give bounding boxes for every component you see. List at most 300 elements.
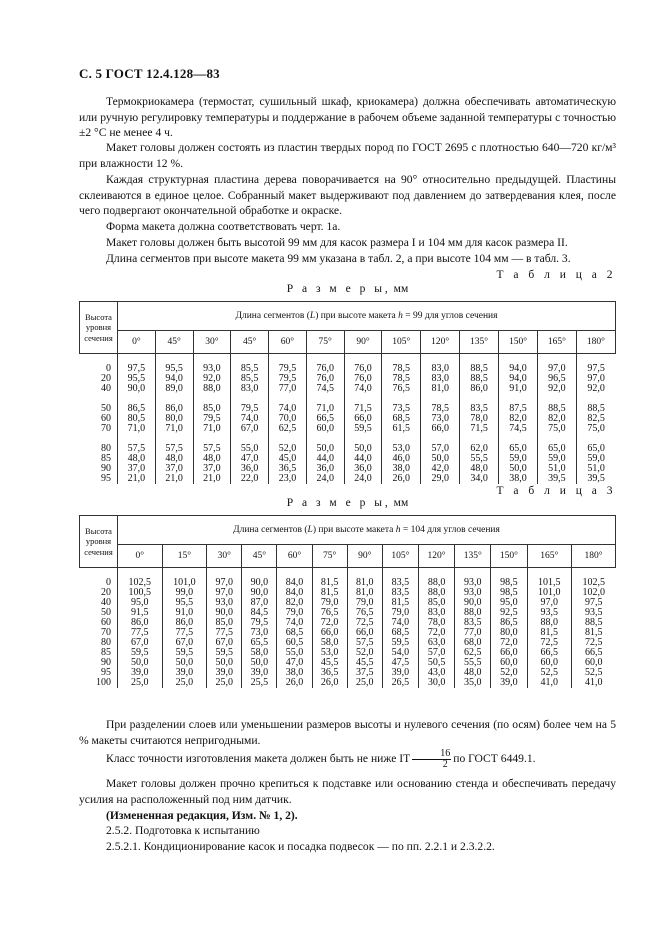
segment-length-cell: 26,0	[277, 678, 312, 688]
angle-header: 105°	[382, 545, 418, 568]
segment-length-cell: 74,0	[269, 404, 307, 414]
segment-length-cell: 88,5	[537, 404, 576, 414]
segment-length-cell: 39,0	[118, 668, 163, 678]
segment-length-cell: 21,0	[193, 474, 231, 484]
segment-length-cell: 80,0	[155, 414, 193, 424]
angle-header: 180°	[572, 545, 616, 568]
segment-length-cell: 57,5	[347, 638, 382, 648]
segment-length-cell: 39,5	[537, 474, 576, 484]
segment-length-cell: 36,0	[306, 464, 344, 474]
paragraph: Длина сегментов при высоте макета 99 мм указана в табл. 2, а при высоте 104 мм — в табл. 3.	[106, 252, 571, 265]
height-cell: 100	[96, 677, 111, 688]
height-cell: 90	[101, 463, 111, 474]
segment-length-cell: 68,5	[277, 628, 312, 638]
segment-length-cell: 36,5	[269, 464, 307, 474]
segment-length-cell: 88,5	[460, 374, 499, 384]
segment-length-cell: 59,0	[576, 454, 615, 464]
segment-length-cell: 97,0	[207, 588, 242, 598]
segment-length-cell: 81,5	[312, 578, 347, 588]
height-cell: 20	[101, 373, 111, 384]
angle-header: 165°	[527, 545, 572, 568]
table-row	[80, 424, 616, 434]
segment-length-cell: 79,5	[269, 364, 307, 374]
angle-header: 105°	[382, 331, 421, 354]
table-row	[80, 598, 616, 608]
segment-length-cell: 66,5	[572, 648, 616, 658]
segment-length-cell: 60,0	[491, 658, 527, 668]
segment-length-cell: 62,5	[455, 648, 491, 658]
segment-length-cell: 60,0	[527, 658, 572, 668]
segment-length-cell: 51,0	[576, 464, 615, 474]
table-row	[80, 414, 616, 424]
row-spacer	[80, 354, 616, 365]
angle-header: 60°	[269, 331, 307, 354]
segment-length-cell: 67,0	[231, 424, 269, 434]
segment-length-cell: 24,0	[344, 474, 382, 484]
angle-header: 45°	[242, 545, 277, 568]
angle-header: 75°	[312, 545, 347, 568]
segment-length-cell: 30,0	[418, 678, 454, 688]
segment-length-cell: 66,0	[312, 628, 347, 638]
segment-length-cell: 67,0	[162, 638, 207, 648]
segment-length-cell: 65,5	[242, 638, 277, 648]
segment-length-cell: 79,5	[269, 374, 307, 384]
table-row	[80, 464, 616, 474]
segment-length-cell: 60,0	[306, 424, 344, 434]
paragraph: Форма макета должна соответствовать черт. 1а.	[106, 220, 341, 233]
segment-length-cell: 59,5	[344, 424, 382, 434]
height-cell: 20	[101, 587, 111, 598]
height-column-header: Высота уровня сечения	[80, 516, 118, 568]
segment-length-cell: 90,0	[118, 384, 156, 394]
table-row	[80, 384, 616, 394]
height-cell: 0	[106, 577, 111, 588]
segment-length-cell: 38,0	[499, 474, 538, 484]
segment-length-cell: 72,5	[347, 618, 382, 628]
segment-length-cell: 85,5	[231, 364, 269, 374]
segment-length-cell: 39,0	[382, 668, 418, 678]
angle-header: 30°	[193, 331, 231, 354]
amendment-note: (Измененная редакция, Изм. № 1, 2).	[106, 809, 298, 822]
height-cell: 80	[101, 443, 111, 454]
segment-length-cell: 50,0	[499, 464, 538, 474]
segment-length-cell: 97,5	[576, 364, 615, 374]
segment-length-cell: 48,0	[118, 454, 156, 464]
segment-length-cell: 36,5	[312, 668, 347, 678]
segment-length-cell: 84,0	[277, 578, 312, 588]
segment-length-cell: 57,5	[118, 444, 156, 454]
paragraph: Макет головы должен быть высотой 99 мм для касок размера I и 104 мм для касок размера II.	[106, 236, 568, 249]
segment-length-cell: 85,0	[207, 618, 242, 628]
spacer-cell	[80, 434, 118, 444]
segment-length-cell: 25,0	[118, 678, 163, 688]
segment-length-cell: 79,5	[193, 414, 231, 424]
segment-length-cell: 39,0	[242, 668, 277, 678]
segment-length-cell: 43,0	[418, 668, 454, 678]
segment-length-cell: 91,5	[118, 608, 163, 618]
segment-length-cell: 71,0	[118, 424, 156, 434]
segment-length-cell: 101,5	[527, 578, 572, 588]
table-row	[80, 608, 616, 618]
segment-length-cell: 37,0	[155, 464, 193, 474]
segment-length-cell: 75,0	[537, 424, 576, 434]
segment-length-cell: 62,5	[269, 424, 307, 434]
segment-length-cell: 90,0	[207, 608, 242, 618]
segment-length-cell: 76,0	[344, 374, 382, 384]
segment-length-cell: 47,0	[231, 454, 269, 464]
segment-length-cell: 92,0	[576, 384, 615, 394]
segment-length-cell: 52,5	[527, 668, 572, 678]
table-row	[80, 648, 616, 658]
segment-length-cell: 78,5	[382, 364, 421, 374]
segment-length-cell: 96,5	[537, 374, 576, 384]
segment-length-cell: 88,5	[460, 364, 499, 374]
segment-length-cell: 58,0	[242, 648, 277, 658]
segment-length-cell: 95,5	[118, 374, 156, 384]
segment-length-cell: 68,5	[382, 628, 418, 638]
segment-length-cell: 50,0	[421, 454, 460, 464]
table-row	[80, 588, 616, 598]
segment-length-cell: 62,0	[460, 444, 499, 454]
segment-length-table-104	[79, 515, 616, 688]
segment-length-cell: 59,5	[118, 648, 163, 658]
angle-header: 30°	[207, 545, 242, 568]
segment-length-cell: 84,5	[242, 608, 277, 618]
segment-length-cell: 74,0	[344, 384, 382, 394]
segment-length-cell: 58,0	[312, 638, 347, 648]
segment-length-cell: 63,0	[418, 638, 454, 648]
segment-length-cell: 44,0	[306, 454, 344, 464]
angle-header: 165°	[537, 331, 576, 354]
segment-length-cell: 97,5	[118, 364, 156, 374]
segment-length-cell: 78,5	[382, 374, 421, 384]
spacer-cell	[80, 354, 118, 365]
paragraph: Термокриокамера (термостат, сушильный шкаф, криокамера) должна обеспечивать автоматическую или ручную регулировку температуры и поддержание в рабочем объеме заданной температуры с точностью ±2 °С не менее 4 ч.	[79, 95, 616, 139]
segment-length-cell: 50,0	[207, 658, 242, 668]
segment-length-cell: 94,0	[499, 374, 538, 384]
table-row	[80, 618, 616, 628]
segment-length-cell: 85,0	[193, 404, 231, 414]
segment-length-cell: 21,0	[155, 474, 193, 484]
segment-length-cell: 42,0	[421, 464, 460, 474]
segment-length-cell: 79,5	[242, 618, 277, 628]
segment-length-cell: 95,0	[118, 598, 163, 608]
segment-length-cell: 72,0	[312, 618, 347, 628]
segment-length-cell: 72,5	[527, 638, 572, 648]
segment-length-cell: 86,0	[162, 618, 207, 628]
table-row	[80, 658, 616, 668]
segment-length-cell: 73,0	[242, 628, 277, 638]
segment-length-cell: 45,0	[269, 454, 307, 464]
segment-span-header: Длина сегментов (L) при высоте макета h = 99 для углов сечения	[118, 302, 616, 331]
segment-length-cell: 50,0	[118, 658, 163, 668]
segment-length-cell: 93,5	[527, 608, 572, 618]
segment-length-cell: 66,5	[527, 648, 572, 658]
height-cell: 90	[101, 657, 111, 668]
angle-header: 120°	[421, 331, 460, 354]
segment-length-cell: 65,0	[576, 444, 615, 454]
segment-length-cell: 26,0	[382, 474, 421, 484]
segment-length-cell: 26,5	[382, 678, 418, 688]
segment-length-cell: 87,5	[499, 404, 538, 414]
segment-length-cell: 41,0	[572, 678, 616, 688]
table-row	[80, 678, 616, 688]
segment-length-cell: 37,0	[193, 464, 231, 474]
angle-header: 90°	[347, 545, 382, 568]
segment-length-cell: 66,0	[421, 424, 460, 434]
angle-header: 180°	[576, 331, 615, 354]
section-heading: 2.5.2. Подготовка к испытанию	[106, 824, 260, 837]
segment-length-cell: 50,0	[242, 658, 277, 668]
height-cell: 50	[101, 403, 111, 414]
spacer-cell	[80, 568, 118, 579]
segment-length-cell: 67,0	[207, 638, 242, 648]
segment-length-cell: 88,0	[527, 618, 572, 628]
segment-length-cell: 25,0	[207, 678, 242, 688]
segment-length-cell: 90,0	[242, 578, 277, 588]
height-cell: 95	[101, 473, 111, 484]
segment-length-cell: 74,0	[382, 618, 418, 628]
segment-length-cell: 76,0	[344, 364, 382, 374]
segment-length-cell: 88,0	[193, 384, 231, 394]
segment-length-cell: 72,0	[418, 628, 454, 638]
angle-header: 45°	[155, 331, 193, 354]
segment-length-cell: 38,0	[277, 668, 312, 678]
segment-length-cell: 67,0	[118, 638, 163, 648]
segment-length-cell: 101,0	[527, 588, 572, 598]
segment-length-cell: 71,5	[460, 424, 499, 434]
segment-length-cell: 97,0	[537, 364, 576, 374]
segment-length-cell: 54,0	[382, 648, 418, 658]
segment-length-cell: 86,0	[118, 618, 163, 628]
segment-length-cell: 39,0	[491, 678, 527, 688]
segment-length-cell: 85,0	[418, 598, 454, 608]
angle-header: 60°	[277, 545, 312, 568]
segment-length-cell: 89,0	[155, 384, 193, 394]
segment-length-cell: 92,0	[537, 384, 576, 394]
segment-length-cell: 55,0	[277, 648, 312, 658]
segment-length-cell: 81,5	[382, 598, 418, 608]
paragraph: Макет головы должен состоять из пластин твердых пород по ГОСТ 2695 с плотностью 640—720 кг/м³ при влажности 12 %.	[79, 141, 616, 170]
segment-length-cell: 82,0	[537, 414, 576, 424]
segment-length-cell: 24,0	[306, 474, 344, 484]
segment-length-cell: 94,0	[155, 374, 193, 384]
segment-length-cell: 83,5	[382, 588, 418, 598]
table-row	[80, 364, 616, 374]
segment-length-cell: 73,0	[421, 414, 460, 424]
segment-length-cell: 99,0	[162, 588, 207, 598]
angle-header: 150°	[491, 545, 527, 568]
segment-length-cell: 102,5	[572, 578, 616, 588]
height-cell: 50	[101, 607, 111, 618]
segment-length-cell: 39,0	[207, 668, 242, 678]
segment-length-cell: 76,0	[306, 364, 344, 374]
table-row	[80, 374, 616, 384]
segment-length-cell: 53,0	[312, 648, 347, 658]
segment-length-cell: 86,5	[491, 618, 527, 628]
segment-length-cell: 81,5	[312, 588, 347, 598]
segment-length-cell: 66,0	[344, 414, 382, 424]
segment-length-cell: 53,0	[382, 444, 421, 454]
segment-length-cell: 47,0	[277, 658, 312, 668]
segment-length-cell: 72,0	[491, 638, 527, 648]
segment-length-cell: 80,5	[118, 414, 156, 424]
segment-length-cell: 55,5	[460, 454, 499, 464]
segment-length-cell: 21,0	[118, 474, 156, 484]
segment-length-cell: 50,0	[306, 444, 344, 454]
segment-length-cell: 47,5	[382, 658, 418, 668]
segment-length-cell: 97,0	[207, 578, 242, 588]
height-cell: 60	[101, 617, 111, 628]
segment-length-cell: 59,5	[207, 648, 242, 658]
segment-length-cell: 76,5	[347, 608, 382, 618]
segment-length-cell: 74,5	[306, 384, 344, 394]
paragraph: Каждая структурная пластина дерева поворачивается на 90° относительно предыдущей. Пластины склеиваются в единое целое. Собранный макет выдерживают под давлением до затвердевания клея, после чего подвергают окончательной обработке и окраске.	[79, 173, 616, 217]
segment-length-cell: 57,0	[418, 648, 454, 658]
segment-length-cell: 76,0	[306, 374, 344, 384]
segment-length-cell: 66,0	[347, 628, 382, 638]
angle-header: 90°	[344, 331, 382, 354]
height-cell: 95	[101, 667, 111, 678]
table-row	[80, 474, 616, 484]
height-cell: 40	[101, 383, 111, 394]
table-row	[80, 668, 616, 678]
segment-length-cell: 83,5	[455, 618, 491, 628]
segment-length-cell: 102,5	[118, 578, 163, 588]
segment-length-cell: 79,0	[312, 598, 347, 608]
page-header: С. 5 ГОСТ 12.4.128—83	[79, 66, 220, 81]
segment-length-cell: 26,0	[312, 678, 347, 688]
segment-length-cell: 83,0	[418, 608, 454, 618]
segment-length-cell: 50,0	[344, 444, 382, 454]
segment-length-cell: 74,0	[277, 618, 312, 628]
segment-length-cell: 82,0	[277, 598, 312, 608]
segment-length-cell: 88,0	[418, 578, 454, 588]
segment-length-cell: 83,0	[421, 374, 460, 384]
segment-length-cell: 50,5	[418, 658, 454, 668]
segment-length-cell: 81,0	[347, 588, 382, 598]
segment-length-cell: 90,0	[455, 598, 491, 608]
segment-length-cell: 55,0	[231, 444, 269, 454]
segment-length-cell: 95,5	[155, 364, 193, 374]
segment-length-cell: 59,5	[162, 648, 207, 658]
angle-header: 120°	[418, 545, 454, 568]
height-cell: 40	[101, 597, 111, 608]
table-row	[80, 404, 616, 414]
row-spacer	[80, 434, 616, 444]
segment-length-cell: 57,5	[155, 444, 193, 454]
segment-length-cell: 51,0	[537, 464, 576, 474]
segment-length-cell: 88,5	[576, 404, 615, 414]
segment-length-cell: 93,0	[207, 598, 242, 608]
paragraph: При разделении слоев или уменьшении размеров высоты и нулевого сечения (по осям) более чем на 5 % макеты считаются непригодными.	[79, 718, 616, 747]
height-cell: 70	[101, 627, 111, 638]
segment-length-cell: 35,0	[455, 678, 491, 688]
height-cell: 85	[101, 453, 111, 464]
paragraph: Макет головы должен прочно крепиться к подставке или основанию стенда и обеспечивать передачу усилия на расположенный под ним датчик.	[79, 777, 616, 806]
segment-length-cell: 34,0	[460, 474, 499, 484]
table-row	[80, 444, 616, 454]
segment-length-cell: 44,0	[344, 454, 382, 464]
segment-length-cell: 79,5	[231, 404, 269, 414]
segment-length-cell: 38,0	[382, 464, 421, 474]
segment-length-cell: 25,5	[242, 678, 277, 688]
angle-header: 135°	[455, 545, 491, 568]
segment-length-cell: 72,5	[572, 638, 616, 648]
segment-length-cell: 71,0	[155, 424, 193, 434]
segment-length-cell: 36,0	[344, 464, 382, 474]
height-cell: 70	[101, 423, 111, 434]
segment-length-cell: 80,0	[491, 628, 527, 638]
segment-length-table-99	[79, 301, 616, 484]
segment-length-cell: 75,0	[576, 424, 615, 434]
segment-length-cell: 93,0	[193, 364, 231, 374]
segment-length-cell: 25,0	[347, 678, 382, 688]
segment-length-cell: 97,0	[576, 374, 615, 384]
table-row	[80, 454, 616, 464]
segment-length-cell: 88,0	[455, 608, 491, 618]
segment-length-cell: 82,5	[576, 414, 615, 424]
segment-length-cell: 39,0	[162, 668, 207, 678]
segment-length-cell: 91,0	[499, 384, 538, 394]
segment-length-cell: 60,5	[277, 638, 312, 648]
segment-length-cell: 98,5	[491, 588, 527, 598]
segment-length-cell: 52,5	[572, 668, 616, 678]
segment-length-cell: 66,0	[491, 648, 527, 658]
segment-length-cell: 86,0	[155, 404, 193, 414]
angle-header: 150°	[499, 331, 538, 354]
segment-length-cell: 94,0	[499, 364, 538, 374]
segment-length-cell: 48,0	[460, 464, 499, 474]
height-cell: 85	[101, 647, 111, 658]
segment-length-cell: 59,5	[382, 638, 418, 648]
segment-length-cell: 76,5	[382, 384, 421, 394]
segment-length-cell: 97,5	[572, 598, 616, 608]
segment-length-cell: 78,5	[421, 404, 460, 414]
table-caption: Т а б л и ц а 2	[496, 269, 616, 281]
segment-length-cell: 93,0	[455, 588, 491, 598]
segment-length-cell: 48,0	[155, 454, 193, 464]
segment-length-cell: 81,5	[572, 628, 616, 638]
row-spacer	[80, 568, 616, 579]
table-subtitle: Р а з м е р ы, мм	[286, 497, 409, 509]
segment-length-cell: 81,5	[527, 628, 572, 638]
paragraph: Класс точности изготовления макета должен быть не ниже IT $\frac{16}{2}$ по ГОСТ 6449.1.	[106, 748, 536, 770]
segment-length-cell: 48,0	[455, 668, 491, 678]
segment-length-cell: 36,0	[231, 464, 269, 474]
paragraph: 2.5.2.1. Кондиционирование касок и посадка подвесок — по пп. 2.2.1 и 2.3.2.2.	[106, 840, 495, 853]
segment-length-cell: 74,5	[499, 424, 538, 434]
segment-length-cell: 71,5	[344, 404, 382, 414]
segment-span-header: Длина сегментов (L) при высоте макета h = 104 для углов сечения	[118, 516, 616, 545]
segment-length-cell: 77,5	[162, 628, 207, 638]
angle-header: 135°	[460, 331, 499, 354]
segment-length-cell: 78,0	[460, 414, 499, 424]
segment-length-cell: 52,0	[347, 648, 382, 658]
height-cell: 0	[106, 363, 111, 374]
segment-length-cell: 22,0	[231, 474, 269, 484]
segment-length-cell: 83,0	[421, 364, 460, 374]
segment-length-cell: 65,0	[499, 444, 538, 454]
segment-length-cell: 71,0	[193, 424, 231, 434]
angle-header: 0°	[118, 331, 156, 354]
segment-length-cell: 95,0	[491, 598, 527, 608]
segment-length-cell: 101,0	[162, 578, 207, 588]
table-row	[80, 628, 616, 638]
segment-length-cell: 57,5	[193, 444, 231, 454]
segment-length-cell: 86,0	[460, 384, 499, 394]
segment-length-cell: 102,0	[572, 588, 616, 598]
